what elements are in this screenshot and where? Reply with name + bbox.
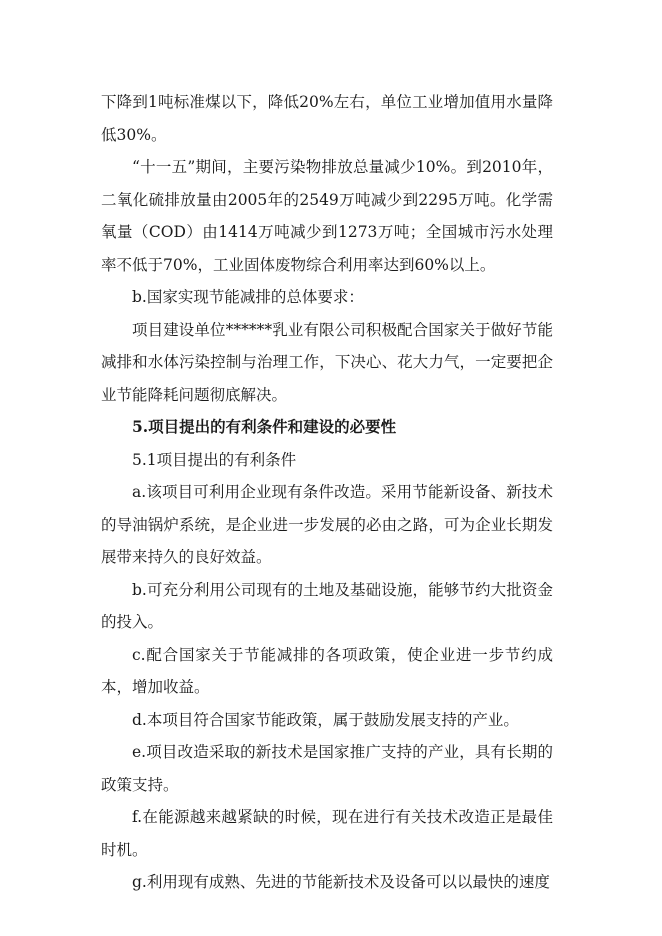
list-item-e: e.项目改造采取的新技术是国家推广支持的产业，具有长期的政策支持。 bbox=[101, 743, 553, 794]
list-item-d: d.本项目符合国家节能政策，属于鼓励发展支持的产业。 bbox=[132, 710, 519, 729]
document-body bbox=[101, 86, 553, 899]
paragraph-national-requirements: b.国家实现节能减排的总体要求： bbox=[132, 288, 364, 306]
list-item-a: a.该项目可利用企业现有条件改造。采用节能新设备、新技术的导油锅炉系统，是企业进一步发展的必由之路，可为企业长期发展带来持久的良好效益。 bbox=[101, 483, 553, 566]
paragraph-pollution-reduction: “十一五”期间，主要污染物排放总量减少10%。到2010年，二氧化硫排放量由2005年的2549万吨减少到2295万吨。化学需氧量（COD）由1414万吨减少到1273万吨；全国城市污水处理率不低于70%，工业固体废物综合利用率达到60%以上。 bbox=[101, 158, 553, 274]
list-item-b: b.可充分利用公司现有的土地及基础设施，能够节约大批资金的投入。 bbox=[101, 580, 553, 631]
paragraph-energy-target: 下降到1吨标准煤以下，降低20%左右，单位工业增加值用水量降低30%。 bbox=[101, 93, 553, 144]
list-item-f: f.在能源越来越紧缺的时候，现在进行有关技术改造正是最佳时机。 bbox=[101, 808, 553, 859]
list-item-c: c.配合国家关于节能减排的各项政策，使企业进一步节约成本，增加收益。 bbox=[101, 645, 553, 696]
paragraph-company-commitment: 项目建设单位******乳业有限公司积极配合国家关于做好节能减排和水体污染控制与治理工作，下决心、花大力气，一定要把企业节能降耗问题彻底解决。 bbox=[101, 320, 553, 404]
subsection-heading-5-1: 5.1项目提出的有利条件 bbox=[132, 450, 297, 469]
list-item-g: g.利用现有成熟、先进的节能新技术及设备可以以最快的速度 bbox=[132, 873, 550, 891]
section-heading-5: 5.项目提出的有利条件和建设的必要性 bbox=[132, 417, 397, 436]
